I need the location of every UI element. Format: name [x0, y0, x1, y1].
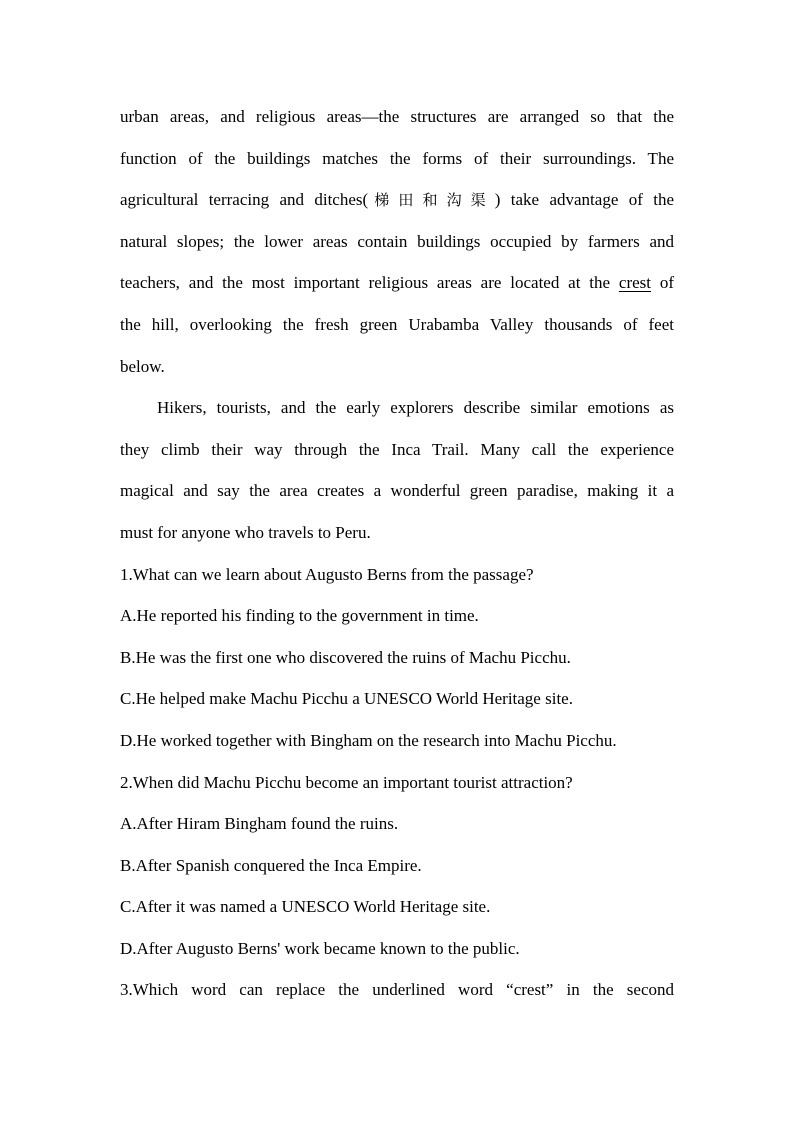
- question-1-option-b: B.He was the first one who discovered the ruins of Machu Picchu.: [120, 647, 571, 667]
- chinese-gloss: 梯田和沟渠: [368, 191, 495, 210]
- paragraph-2-line-2: they climb their way through the Inca Trail. Many call the experience: [120, 439, 674, 459]
- passage-line-3-start: agricultural terracing and ditches(: [120, 190, 369, 210]
- passage-line-1: urban areas, and religious areas—the structures are arranged so that the: [120, 107, 674, 126]
- question-1-option-d: D.He worked together with Bingham on the research into Machu Picchu.: [120, 730, 617, 750]
- question-1-stem: 1.What can we learn about Augusto Berns from the passage?: [120, 564, 534, 584]
- passage-line-4: natural slopes; the lower areas contain buildings occupied by farmers and: [120, 231, 674, 251]
- question-1-option-c: C.He helped make Machu Picchu a UNESCO World Heritage site.: [120, 689, 573, 709]
- paragraph-2-line-1: Hikers, tourists, and the early explorers describe similar emotions as: [157, 398, 674, 418]
- question-2-option-c: C.After it was named a UNESCO World Heritage site.: [120, 897, 491, 917]
- passage-line-6: the hill, overlooking the fresh green Urabamba Valley thousands of feet: [120, 314, 674, 334]
- question-2-option-a: A.After Hiram Bingham found the ruins.: [120, 814, 399, 834]
- question-2-option-b: B.After Spanish conquered the Inca Empire.: [120, 855, 422, 875]
- question-1-option-a: A.He reported his finding to the government in time.: [120, 606, 479, 626]
- question-2-stem: 2.When did Machu Picchu become an important tourist attraction?: [120, 772, 573, 792]
- underlined-word-crest: crest: [618, 273, 651, 293]
- question-3-stem: 3.Which word can replace the underlined word “crest” in the second: [120, 980, 674, 1000]
- paragraph-2-line-3: magical and say the area creates a wonderful green paradise, making it a: [120, 481, 674, 501]
- passage-line-5-start: teachers, and the most important religious areas are located at the: [120, 273, 619, 293]
- passage-line-5-end: of: [651, 273, 674, 293]
- passage-line-3: [120, 179, 674, 221]
- paragraph-2-line-4: must for anyone who travels to Peru.: [120, 522, 371, 542]
- passage-line-7: below.: [120, 356, 165, 376]
- question-2-option-d: D.After Augusto Berns' work became known to the public.: [120, 938, 520, 958]
- passage-line-3-end: ) take advantage of the: [494, 190, 674, 210]
- passage-line-2: function of the buildings matches the forms of their surroundings. The: [120, 148, 674, 168]
- document-body: [120, 96, 674, 1011]
- passage-line-5: [120, 262, 674, 304]
